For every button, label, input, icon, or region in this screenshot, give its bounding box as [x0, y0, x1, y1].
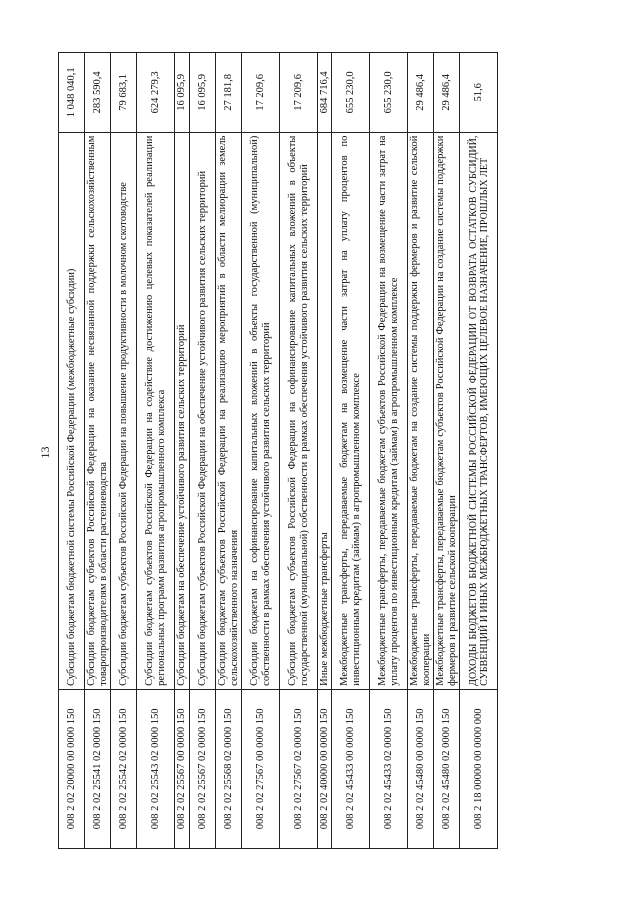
revenue-description-cell: ДОХОДЫ БЮДЖЕТОВ БЮДЖЕТНОЙ СИСТЕМЫ РОССИЙСКОЙ ФЕДЕРАЦИИ ОТ ВОЗВРАТА ОСТАТКОВ СУБСИДИЙ, СУБВЕНЦИЙ И ИНЫХ МЕЖБЮДЖЕТНЫХ ТРАНСФЕРТОВ, ИМЕЮЩИХ ЦЕЛЕВОЕ НАЗНАЧЕНИЕ, ПРОШЛЫХ ЛЕТ: [460, 132, 498, 689]
revenue-code-cell: 008 2 02 27567 02 0000 150: [280, 689, 318, 848]
revenue-description-cell: Субсидии бюджетам субъектов Российской Федерации на обеспечение устойчивого развития сельских территорий: [190, 132, 216, 689]
table-row: [332, 53, 370, 849]
amount-cell: 17 209,6: [280, 53, 318, 133]
table-row: [216, 53, 242, 849]
amount-cell: 17 209,6: [242, 53, 280, 133]
revenue-description-cell: Субсидии бюджетам субъектов Российской Федерации на софинансирование капитальных вложений в объекты государственной (муниципальной) собственности в рамках обеспечения устойчивого развития сельских территорий: [280, 132, 318, 689]
revenue-code-cell: 008 2 02 25541 02 0000 150: [85, 689, 111, 848]
revenue-code-cell: 008 2 02 45433 00 0000 150: [332, 689, 370, 848]
revenue-code-cell: 008 2 02 45433 02 0000 150: [370, 689, 408, 848]
page-number: 13: [38, 446, 52, 459]
revenue-description-cell: Субсидии бюджетам субъектов Российской Федерации на реализацию мероприятий в области мелиорации земель сельскохозяйственного назначения: [216, 132, 242, 689]
amount-cell: 29 486,4: [408, 53, 434, 133]
revenue-code-cell: 008 2 02 25542 02 0000 150: [111, 689, 137, 848]
revenue-code-cell: 008 2 02 20000 00 0000 150: [59, 689, 85, 848]
amount-cell: 684 716,4: [318, 53, 332, 133]
revenue-description-cell: Межбюджетные трансферты, передаваемые бюджетам на создание системы поддержки фермеров и развитие сельской кооперации: [408, 132, 434, 689]
amount-cell: 1 048 040,1: [59, 53, 85, 133]
revenue-description-cell: Субсидии бюджетам субъектов Российской Федерации на повышение продуктивности в молочном скотоводстве: [111, 132, 137, 689]
revenue-description-cell: Межбюджетные трансферты, передаваемые бюджетам субъектов Российской Федерации на создание системы поддержки фермеров и развитие сельской кооперации: [434, 132, 460, 689]
amount-cell: 16 095,9: [175, 53, 190, 133]
revenue-description-cell: Субсидии бюджетам на софинансирование капитальных вложений в объекты государственной (муниципальной) собственности в рамках обеспечения устойчивого развития сельских территорий: [242, 132, 280, 689]
amount-cell: 51,6: [460, 53, 498, 133]
amount-cell: 655 230,0: [332, 53, 370, 133]
revenue-description-cell: Иные межбюджетные трансферты: [318, 132, 332, 689]
table-row: [85, 53, 111, 849]
amount-cell: 27 181,8: [216, 53, 242, 133]
revenue-code-cell: 008 2 02 25568 02 0000 150: [216, 689, 242, 848]
table-row: [242, 53, 280, 849]
table-row: [280, 53, 318, 849]
amount-cell: 283 590,4: [85, 53, 111, 133]
revenue-code-cell: 008 2 02 45480 00 0000 150: [408, 689, 434, 848]
table-row: [190, 53, 216, 849]
amount-cell: 29 486,4: [434, 53, 460, 133]
table-row: [137, 53, 175, 849]
table-row: [370, 53, 408, 849]
revenue-code-cell: 008 2 02 40000 00 0000 150: [318, 689, 332, 848]
revenue-code-cell: 008 2 02 25567 00 0000 150: [175, 689, 190, 848]
table-row: [460, 53, 498, 849]
revenue-description-cell: Субсидии бюджетам бюджетной системы Российской Федерации (межбюджетные субсидии): [59, 132, 85, 689]
amount-cell: 624 279,3: [137, 53, 175, 133]
revenue-code-cell: 008 2 02 25543 02 0000 150: [137, 689, 175, 848]
revenue-code-cell: 008 2 18 00000 00 0000 000: [460, 689, 498, 848]
revenue-code-cell: 008 2 02 25567 02 0000 150: [190, 689, 216, 848]
table-row: [175, 53, 190, 849]
table-row: [408, 53, 434, 849]
revenue-description-cell: Субсидии бюджетам субъектов Российской Федерации на содействие достижению целевых показателей реализации региональных программ развития агропромышленного комплекса: [137, 132, 175, 689]
amount-cell: 655 230,0: [370, 53, 408, 133]
revenue-description-cell: Межбюджетные трансферты, передаваемые бюджетам на возмещение части затрат на уплату процентов по инвестиционным кредитам (займам) в агропромышленном комплексе: [332, 132, 370, 689]
revenue-code-cell: 008 2 02 45480 02 0000 150: [434, 689, 460, 848]
table-row: [59, 53, 85, 849]
revenue-description-cell: Субсидии бюджетам субъектов Российской Федерации на оказание несвязанной поддержки сельскохозяйственным товаропроизводителям в области растениеводства: [85, 132, 111, 689]
revenue-code-cell: 008 2 02 27567 00 0000 150: [242, 689, 280, 848]
budget-revenue-table: [58, 52, 498, 849]
revenue-description-cell: Межбюджетные трансферты, передаваемые бюджетам субъектов Российской Федерации на возмещение части затрат на уплату процентов по инвестиционным кредитам (займам) в агропромышленном комплексе: [370, 132, 408, 689]
table-row: [111, 53, 137, 849]
amount-cell: 79 683,1: [111, 53, 137, 133]
amount-cell: 16 095,9: [190, 53, 216, 133]
table-body: [59, 53, 498, 849]
table-row: [318, 53, 332, 849]
revenue-description-cell: Субсидии бюджетам на обеспечение устойчивого развития сельских территорий: [175, 132, 190, 689]
table-row: [434, 53, 460, 849]
